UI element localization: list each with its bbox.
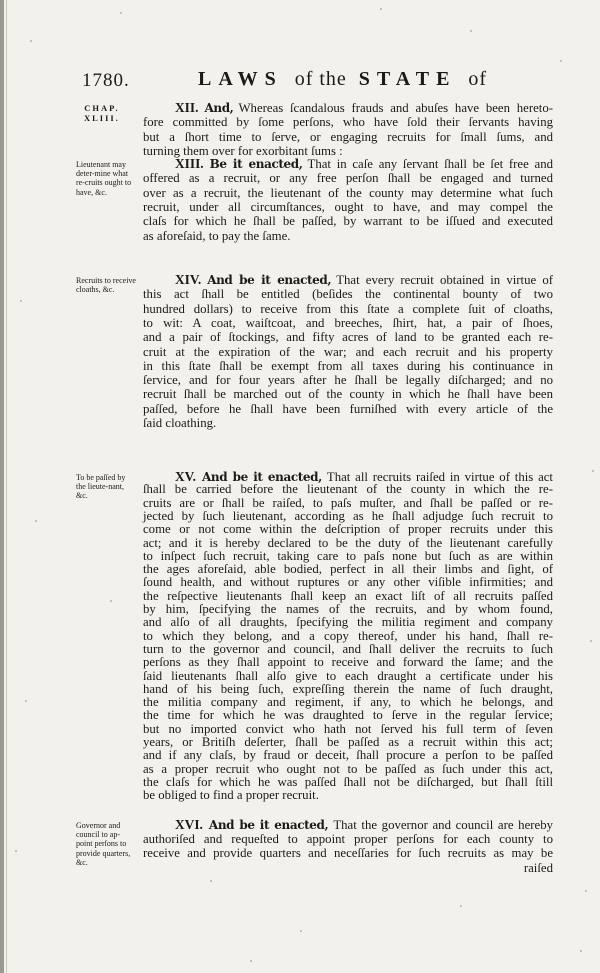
running-title [198,68,487,91]
text-line: over as a recruit, the lieutenant of the county may determine what ſuch [143,185,553,200]
text-line: cruits are or ſhall be raiſed, to paſs muſter, and ſhall be paſſed or re- [143,495,553,510]
margin-note: Recruits to receive cloaths, &c. [76,276,136,295]
text-line: and if any claſs, by fraud or deceit, ſhall procure a perſon to be paſſed [143,748,553,763]
text-line: and a pair of ſtockings, and fifty acres of land to be granted each re- [143,330,553,345]
margin-note: Governor and council to ap-point perſons to provide quarters, &c. [76,821,131,867]
text-line: recruit, under all circumſtances, ought to have, and may compel the [143,199,553,214]
text-line: by him, ſpecifying the names of the recruits, and by whom found, [143,602,553,616]
text-line: offered as a recruit, or any free perſon ſhall be engaged and turned [143,171,553,186]
margin-note: To be paſſed by the lieute-nant, &c. [76,473,126,501]
section-first-line [175,157,553,171]
enacting-phrase: And be it enacted, [208,818,329,832]
text-line: but a ſhort time to ſerve, or engaging recruits for ſmall ſums, and [143,129,553,144]
text-line: to which they belong, and a copy thereof, under his hand, ſhall re- [143,628,553,643]
scan-speck [580,950,582,952]
section-text: That every recruit obtained in virtue of [336,273,554,287]
scan-speck [470,30,472,32]
text-line: hundred dollars) to receive from this ſtate a complete ſuit of cloaths, [143,301,553,316]
scan-speck [300,930,302,932]
text-line: this act ſhall be entitled (beſides the continental bounty of two [143,287,553,302]
enacting-phrase: And be it enacted, [207,273,332,287]
text-line: the militia company and regiment, if any, to which he belongs, and [143,695,553,710]
section-numeral: XII. [175,100,199,115]
section-text: Whereas ſcandalous frauds and abuſes have been hereto- [238,101,553,115]
text-line: cruit at the expiration of the war; and each recruit and his property [143,344,553,359]
text-line: turning them over for exorbitant ſums : [143,143,343,158]
text-line: receive and provide quarters and neceſſaries for ſuch recruits as may be [143,846,553,860]
text-line: to wit: A coat, waiſtcoat, and breeches, ſhirt, hat, a pair of ſhoes, [143,315,553,330]
enacting-phrase: Be it enacted, [209,157,303,171]
text-line: ſaid lieutenants ſhall alſo give to each draught a certificate under his [143,668,553,683]
enacting-phrase: And, [204,101,234,115]
text-line: the claſs for which he was paſſed ſhall not be diſcharged, but ſhall ſtill [143,774,553,789]
text-line: fore committed by ſome perſons, who have ſold their ſervants having [143,115,553,130]
scan-edge-line [6,0,7,973]
text-line: the ages aforeſaid, able bodied, perfect in all their limbs and ſight, of [143,562,553,577]
text-line: to inſpect ſuch recruit, taking care to paſs none but ſuch as are within [143,548,553,563]
enacting-phrase: And be it enacted, [201,470,322,484]
chapter-label [84,103,120,123]
section-first-line [175,101,553,115]
title-state: STATE [358,68,457,90]
section-text: That in caſe any ſervant ſhall be ſet free and [307,157,553,171]
text-line: in this ſtate ſhall be exempt from all taxes during his continuance in [143,358,553,373]
text-line: years, or Britiſh deſerter, ſhall be paſſed as a recruit within this act; [143,735,553,749]
section-first-line [175,470,553,483]
scan-speck [250,960,252,962]
text-line: ſaid cloathing. [143,416,217,430]
text-line: and alſo of all draughts, ſpecifying the militia regiment and company [143,615,553,630]
text-line: come or not come within the deſcription of proper recruits under this [143,522,553,537]
section-text: That all recruits raiſed in virtue of this act [326,470,553,484]
scan-speck [560,60,562,62]
text-line: paſſed, before he ſhall have been furniſhed with every article of the [143,401,553,416]
text-line: perſons as they ſhall appoint to receive and forward the ſame; and the [143,655,553,670]
section-numeral: XV. [175,469,196,484]
scan-speck [110,600,112,602]
title-laws: LAWS [198,68,283,90]
text-line: as aforeſaid, to pay the ſame. [143,228,291,243]
scan-speck [120,12,122,14]
section-first-line [175,273,553,287]
scan-speck [380,8,382,10]
scan-speck [15,850,17,852]
text-line: act; and it is hereby declared to be the duty of the lieutenant carefully [143,535,553,550]
section-numeral: XIV. [175,272,202,287]
section-numeral: XVI. [175,817,203,832]
page-year: 1780. [82,70,130,91]
catchword: raiſed [523,861,553,875]
text-line: ſound health, and without ruptures or any other viſible infirmities; and [143,575,553,590]
text-line: but no imported convict who hath not ſerved his full term of ſeven [143,721,553,736]
text-line: be obliged to find a proper recruit. [143,788,319,803]
text-line: hand of his being ſuch, expreſſing therein the name of ſuch draught, [143,681,553,696]
text-line: authoriſed and requeſted to appoint proper perſons for each county to [143,832,553,846]
text-line: the time for which he was draughted to ſerve in the regular ſervice; [143,708,553,723]
scan-speck [590,640,592,642]
scan-speck [585,890,587,892]
text-line: as a proper recruit who ought not to be paſſed as ſuch under this act, [143,761,553,776]
chapter-number: XLIII. [84,113,120,123]
text-line: recruit ſhall be marched out of the county in which he ſhall have been [143,387,553,402]
scan-speck [460,905,462,907]
scan-edge [0,0,4,973]
text-line: ſervice, and for four years after he ſhall be legally diſcharged; and no [143,373,553,388]
title-of-the: of the [294,68,347,90]
section-first-line [175,818,553,832]
text-line: jected by ſuch lieutenant, according as he ſhall adjudge ſuch recruit to [143,508,553,523]
scan-speck [25,700,27,702]
scan-speck [592,470,594,472]
scan-speck [20,300,22,302]
text-line: turn to the governor and council, and ſhall deliver the recruits to ſuch [143,641,553,656]
scan-speck [30,40,32,42]
section-text: That the governor and council are hereby [333,818,554,832]
scan-speck [210,880,212,882]
chapter-word: CHAP. [84,103,120,113]
section-numeral: XIII. [175,156,204,171]
margin-note: Lieutenant may deter-mine what re-cruits ought to have, &c. [76,160,132,197]
text-line: ſhall be carried before the lieutenant of the county in which the re- [143,482,553,497]
title-of: of [468,68,488,90]
scan-speck [35,520,37,522]
text-line: claſs for which he ſhall be paſſed, by warrant to be iſſued and executed [143,214,553,229]
text-line: the reſpective lieutenants ſhall keep an exact liſt of all recruits paſſed [143,588,553,603]
